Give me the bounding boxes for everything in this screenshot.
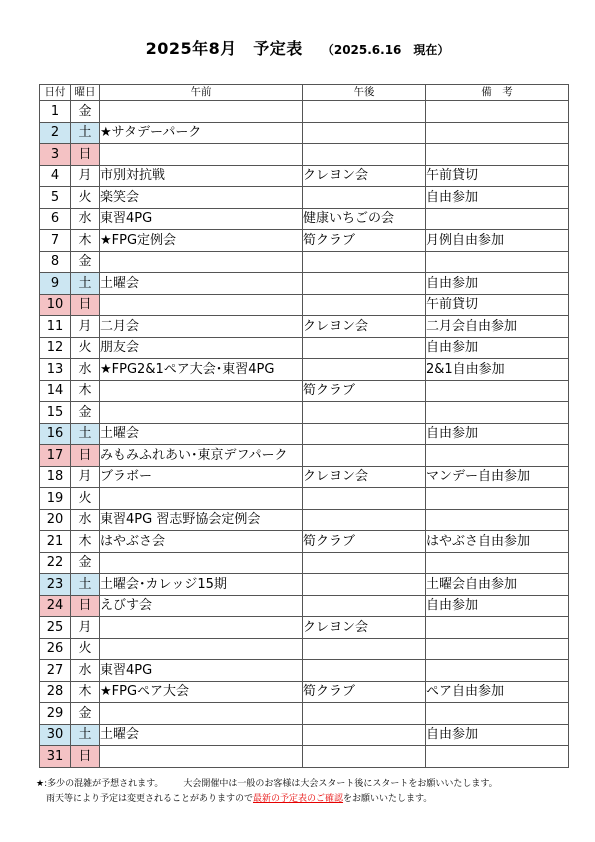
table-row	[40, 509, 569, 531]
day-cell: 28	[40, 681, 71, 703]
day-cell: 19	[40, 488, 71, 510]
footer-request-note: をお願いいたします。	[343, 794, 433, 804]
weekday-cell: 土	[71, 423, 100, 445]
afternoon-cell: 筍クラブ	[303, 681, 426, 703]
note-cell: マンデー自由参加	[426, 466, 569, 488]
day-cell: 21	[40, 531, 71, 553]
as-of-date: （2025.6.16 現在）	[321, 43, 450, 57]
day-cell: 7	[40, 230, 71, 252]
footer-tournament-note: 大会開催中は一般のお客様は大会スタート後にスタートをお願いいたします。	[183, 779, 498, 789]
day-cell: 11	[40, 316, 71, 338]
table-row	[40, 595, 569, 617]
morning-cell: 市別対抗戦	[100, 165, 303, 187]
afternoon-cell	[303, 273, 426, 295]
weekday-cell: 月	[71, 617, 100, 639]
day-cell: 16	[40, 423, 71, 445]
day-cell: 10	[40, 294, 71, 316]
day-cell: 24	[40, 595, 71, 617]
table-row	[40, 144, 569, 166]
afternoon-cell	[303, 509, 426, 531]
table-row	[40, 294, 569, 316]
day-cell: 23	[40, 574, 71, 596]
weekday-cell: 木	[71, 230, 100, 252]
table-row	[40, 466, 569, 488]
afternoon-cell	[303, 638, 426, 660]
note-cell: 自由参加	[426, 595, 569, 617]
table-row	[40, 574, 569, 596]
table-row	[40, 681, 569, 703]
table-row	[40, 552, 569, 574]
col-header-pm: 午後	[303, 85, 426, 101]
weekday-cell: 火	[71, 187, 100, 209]
afternoon-cell	[303, 187, 426, 209]
weekday-cell: 月	[71, 316, 100, 338]
schedule-body	[40, 101, 569, 768]
note-cell: 2&1自由参加	[426, 359, 569, 381]
note-cell	[426, 638, 569, 660]
morning-cell: はやぶさ会	[100, 531, 303, 553]
footer-star-note: ★:多少の混雑が予想されます。	[36, 779, 164, 789]
afternoon-cell: 筍クラブ	[303, 531, 426, 553]
note-cell	[426, 380, 569, 402]
weekday-cell: 金	[71, 402, 100, 424]
day-cell: 9	[40, 273, 71, 295]
note-cell	[426, 445, 569, 467]
afternoon-cell	[303, 595, 426, 617]
morning-cell: ★FPG定例会	[100, 230, 303, 252]
col-header-day: 日付	[40, 85, 71, 101]
weekday-cell: 土	[71, 273, 100, 295]
page-title	[0, 36, 595, 59]
afternoon-cell: クレヨン会	[303, 466, 426, 488]
weekday-cell: 金	[71, 251, 100, 273]
morning-cell: 土曜会	[100, 423, 303, 445]
afternoon-cell	[303, 488, 426, 510]
note-cell	[426, 660, 569, 682]
note-cell	[426, 144, 569, 166]
note-cell: 午前貸切	[426, 294, 569, 316]
afternoon-cell: クレヨン会	[303, 617, 426, 639]
day-cell: 22	[40, 552, 71, 574]
table-row	[40, 724, 569, 746]
note-cell: 月例自由参加	[426, 230, 569, 252]
note-cell	[426, 208, 569, 230]
table-row	[40, 165, 569, 187]
morning-cell	[100, 251, 303, 273]
afternoon-cell: クレヨン会	[303, 316, 426, 338]
weekday-cell: 木	[71, 380, 100, 402]
morning-cell: ★FPG2&1ペア大会･東習4PG	[100, 359, 303, 381]
morning-cell: 土曜会	[100, 724, 303, 746]
title-text: 2025年8月 予定表	[145, 39, 303, 58]
note-cell: 自由参加	[426, 273, 569, 295]
afternoon-cell: 筍クラブ	[303, 380, 426, 402]
morning-cell	[100, 552, 303, 574]
schedule-table	[39, 84, 569, 768]
day-cell: 2	[40, 122, 71, 144]
weekday-cell: 土	[71, 574, 100, 596]
footer-notes	[36, 777, 566, 807]
table-row	[40, 660, 569, 682]
table-row	[40, 359, 569, 381]
table-row	[40, 703, 569, 725]
footer-line-1	[36, 777, 566, 792]
afternoon-cell	[303, 122, 426, 144]
weekday-cell: 日	[71, 144, 100, 166]
weekday-cell: 木	[71, 681, 100, 703]
day-cell: 3	[40, 144, 71, 166]
morning-cell: ブラボー	[100, 466, 303, 488]
note-cell	[426, 703, 569, 725]
table-row	[40, 746, 569, 768]
afternoon-cell	[303, 445, 426, 467]
weekday-cell: 月	[71, 165, 100, 187]
weekday-cell: 土	[71, 724, 100, 746]
day-cell: 29	[40, 703, 71, 725]
table-row	[40, 445, 569, 467]
note-cell	[426, 552, 569, 574]
day-cell: 31	[40, 746, 71, 768]
weekday-cell: 日	[71, 445, 100, 467]
weekday-cell: 水	[71, 359, 100, 381]
col-header-dow: 曜日	[71, 85, 100, 101]
afternoon-cell	[303, 724, 426, 746]
day-cell: 18	[40, 466, 71, 488]
note-cell: 土曜会自由参加	[426, 574, 569, 596]
day-cell: 8	[40, 251, 71, 273]
day-cell: 15	[40, 402, 71, 424]
afternoon-cell	[303, 746, 426, 768]
weekday-cell: 木	[71, 531, 100, 553]
afternoon-cell	[303, 423, 426, 445]
col-header-note: 備 考	[426, 85, 569, 101]
table-row	[40, 273, 569, 295]
weekday-cell: 火	[71, 337, 100, 359]
morning-cell: 二月会	[100, 316, 303, 338]
day-cell: 6	[40, 208, 71, 230]
day-cell: 30	[40, 724, 71, 746]
weekday-cell: 金	[71, 101, 100, 123]
afternoon-cell	[303, 144, 426, 166]
table-row	[40, 122, 569, 144]
weekday-cell: 水	[71, 208, 100, 230]
day-cell: 14	[40, 380, 71, 402]
afternoon-cell	[303, 101, 426, 123]
note-cell	[426, 488, 569, 510]
morning-cell	[100, 617, 303, 639]
afternoon-cell: 健康いちごの会	[303, 208, 426, 230]
note-cell: 自由参加	[426, 187, 569, 209]
day-cell: 25	[40, 617, 71, 639]
table-row	[40, 316, 569, 338]
afternoon-cell: クレヨン会	[303, 165, 426, 187]
afternoon-cell	[303, 337, 426, 359]
morning-cell	[100, 703, 303, 725]
morning-cell	[100, 638, 303, 660]
day-cell: 1	[40, 101, 71, 123]
table-row	[40, 402, 569, 424]
weekday-cell: 水	[71, 660, 100, 682]
morning-cell: 楽笑会	[100, 187, 303, 209]
morning-cell	[100, 746, 303, 768]
table-row	[40, 423, 569, 445]
table-row	[40, 380, 569, 402]
morning-cell: 東習4PG 習志野協会定例会	[100, 509, 303, 531]
table-row	[40, 230, 569, 252]
day-cell: 13	[40, 359, 71, 381]
day-cell: 17	[40, 445, 71, 467]
weekday-cell: 日	[71, 595, 100, 617]
note-cell	[426, 746, 569, 768]
table-row	[40, 208, 569, 230]
header-row	[40, 85, 569, 101]
table-row	[40, 638, 569, 660]
weekday-cell: 土	[71, 122, 100, 144]
day-cell: 12	[40, 337, 71, 359]
day-cell: 27	[40, 660, 71, 682]
table-row	[40, 488, 569, 510]
footer-line-2	[36, 792, 566, 807]
morning-cell: 東習4PG	[100, 660, 303, 682]
morning-cell: 東習4PG	[100, 208, 303, 230]
weekday-cell: 水	[71, 509, 100, 531]
weekday-cell: 火	[71, 488, 100, 510]
morning-cell	[100, 488, 303, 510]
morning-cell	[100, 144, 303, 166]
note-cell: 自由参加	[426, 337, 569, 359]
footer-latest-link[interactable]: 最新の予定表のご確認	[253, 794, 344, 804]
afternoon-cell	[303, 402, 426, 424]
morning-cell: 土曜会･カレッジ15期	[100, 574, 303, 596]
afternoon-cell	[303, 294, 426, 316]
morning-cell: 土曜会	[100, 273, 303, 295]
note-cell	[426, 402, 569, 424]
note-cell	[426, 509, 569, 531]
col-header-am: 午前	[100, 85, 303, 101]
morning-cell	[100, 402, 303, 424]
note-cell	[426, 101, 569, 123]
note-cell: はやぶさ自由参加	[426, 531, 569, 553]
table-row	[40, 337, 569, 359]
note-cell: 自由参加	[426, 724, 569, 746]
afternoon-cell	[303, 552, 426, 574]
morning-cell: ★FPGペア大会	[100, 681, 303, 703]
morning-cell: えびす会	[100, 595, 303, 617]
note-cell	[426, 122, 569, 144]
weekday-cell: 火	[71, 638, 100, 660]
morning-cell	[100, 294, 303, 316]
table-row	[40, 617, 569, 639]
morning-cell	[100, 380, 303, 402]
morning-cell: ★サタデーパーク	[100, 122, 303, 144]
afternoon-cell	[303, 359, 426, 381]
table-row	[40, 101, 569, 123]
note-cell	[426, 251, 569, 273]
footer-rain-note: 雨天等により予定は変更されることがありますので	[46, 794, 254, 804]
note-cell: 午前貸切	[426, 165, 569, 187]
note-cell: 二月会自由参加	[426, 316, 569, 338]
afternoon-cell	[303, 251, 426, 273]
note-cell: ペア自由参加	[426, 681, 569, 703]
afternoon-cell	[303, 660, 426, 682]
table-row	[40, 187, 569, 209]
afternoon-cell	[303, 703, 426, 725]
weekday-cell: 日	[71, 294, 100, 316]
weekday-cell: 日	[71, 746, 100, 768]
morning-cell: 朋友会	[100, 337, 303, 359]
day-cell: 20	[40, 509, 71, 531]
table-row	[40, 531, 569, 553]
note-cell	[426, 617, 569, 639]
note-cell: 自由参加	[426, 423, 569, 445]
morning-cell	[100, 101, 303, 123]
morning-cell: みもみふれあい･東京デフパーク	[100, 445, 303, 467]
weekday-cell: 金	[71, 552, 100, 574]
day-cell: 26	[40, 638, 71, 660]
weekday-cell: 金	[71, 703, 100, 725]
afternoon-cell	[303, 574, 426, 596]
afternoon-cell: 筍クラブ	[303, 230, 426, 252]
table-row	[40, 251, 569, 273]
day-cell: 5	[40, 187, 71, 209]
day-cell: 4	[40, 165, 71, 187]
weekday-cell: 月	[71, 466, 100, 488]
